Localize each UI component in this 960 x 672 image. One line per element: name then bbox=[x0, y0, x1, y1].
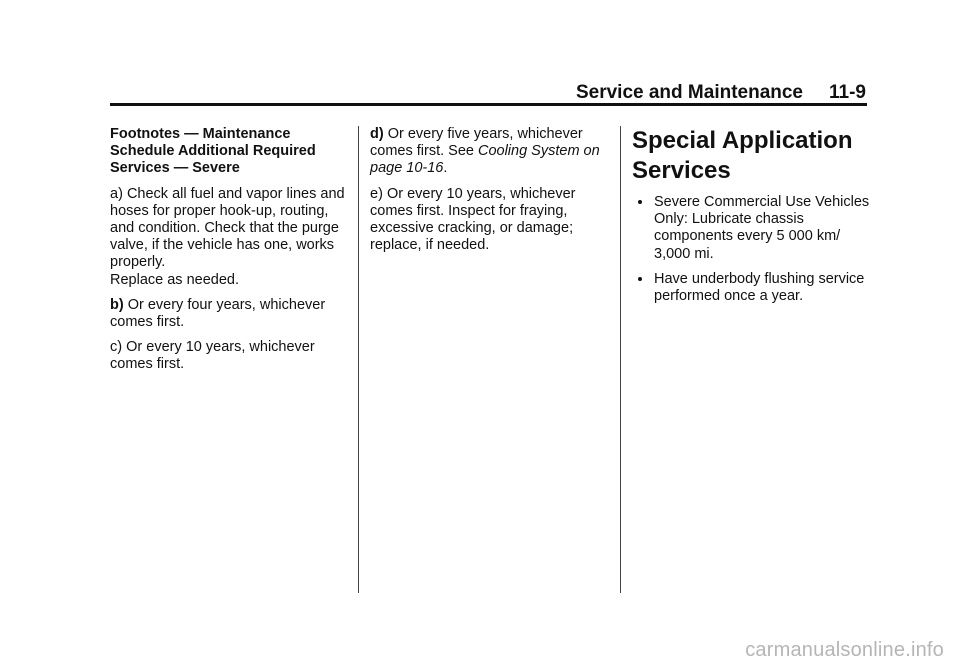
footnote-marker: b) bbox=[110, 296, 124, 313]
footnote-marker: a) bbox=[110, 185, 123, 202]
footnote-text: Or every four years, whichever comes first. bbox=[110, 296, 326, 331]
footnote-text: Or every five years, whichever comes first. See bbox=[370, 126, 583, 160]
header-rule bbox=[110, 103, 867, 106]
services-list bbox=[632, 194, 872, 305]
footnote-d bbox=[370, 126, 610, 178]
column-divider bbox=[358, 126, 359, 593]
header-section-title: Service and Maintenance bbox=[575, 82, 804, 103]
footnote-b bbox=[110, 297, 345, 331]
bullet-icon bbox=[638, 200, 642, 204]
footnote-text: Or every 10 years, whichever comes first. Inspect for fraying, excessive cracking, or damage; replace, if needed. bbox=[370, 185, 576, 254]
header-page-number: 11-9 bbox=[829, 82, 866, 103]
watermark: carmanualsonline.info bbox=[745, 639, 944, 661]
column-special-services bbox=[632, 126, 872, 313]
bullet-icon bbox=[638, 277, 642, 281]
footnote-marker: c) bbox=[110, 339, 123, 356]
footnote-punctuation: . bbox=[443, 160, 448, 177]
column-footnotes bbox=[110, 126, 345, 382]
footnote-c bbox=[110, 339, 345, 373]
column-footnotes-continued bbox=[370, 126, 610, 262]
column-divider bbox=[620, 126, 621, 593]
footnote-marker: d) bbox=[370, 126, 384, 142]
footnote-marker: e) bbox=[370, 185, 383, 202]
footnote-e bbox=[370, 186, 610, 255]
list-item bbox=[632, 194, 872, 263]
list-item-text: Severe Commercial Use Vehicles Only: Lubricate chassis components every 5 000 km/ 3,000 mi. bbox=[654, 194, 870, 262]
footnote-text: Check all fuel and vapor lines and hoses for proper hook-up, routing, and condition. Check that the purge valve, if the vehicle has one, works properly. bbox=[110, 185, 345, 271]
list-item-text: Have underbody flushing service performed once a year. bbox=[654, 270, 865, 305]
footnote-text: Or every 10 years, whichever comes first. bbox=[110, 339, 315, 373]
section-title: Special Application Services bbox=[632, 127, 853, 184]
list-item bbox=[632, 271, 872, 305]
footnotes-heading: Footnotes — Maintenance Schedule Additional Required Services — Severe bbox=[110, 126, 316, 177]
page-header bbox=[110, 80, 866, 104]
cross-reference-link[interactable]: Cooling System on page 10-16 bbox=[370, 143, 600, 177]
footnote-a bbox=[110, 186, 345, 289]
footnote-text-continued: Replace as needed. bbox=[110, 271, 239, 288]
